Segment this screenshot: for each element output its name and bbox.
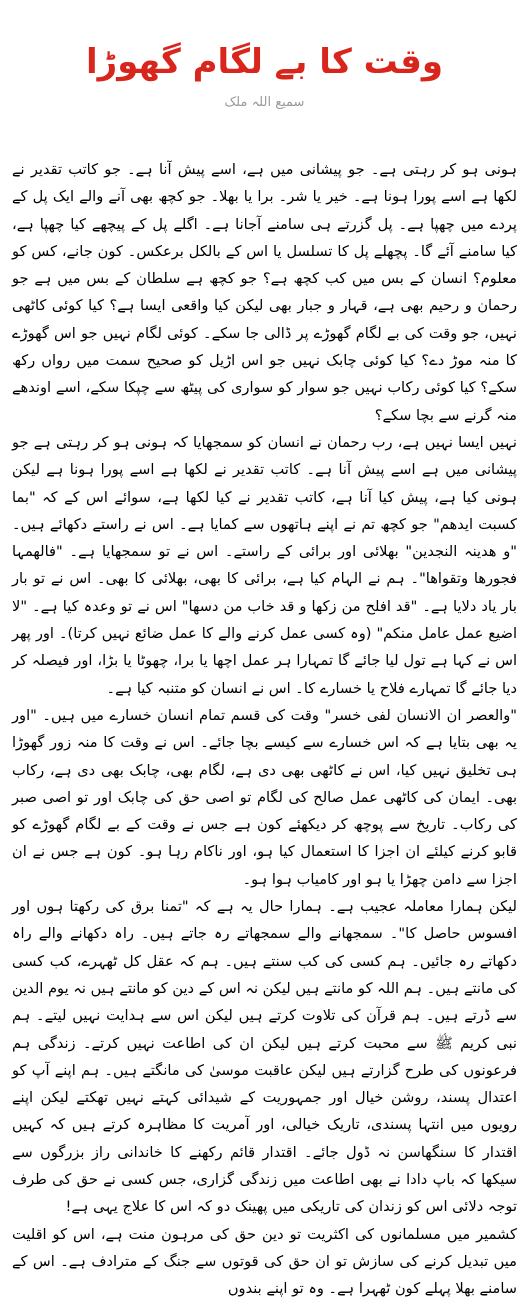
article-body bbox=[12, 156, 517, 1302]
paragraph: نہیں ایسا نہیں ہے، رب رحمان نے انسان کو سمجھایا کہ ہونی ہو کر رہتی ہے جو پیشانی میں ہے اسے پیش آنا ہے۔ کاتب تقدیر نے لکھا ہے اسے پورا ہونا ہے لیکن ہونی کیا ہے، پیش کیا آنا ہے، کاتب تقدیر نے کیا لکھا ہے، سوائے اس کے کہ "بما کسبت ایدھم" جو کچھ تم نے اپنے ہاتھوں سے کمایا ہے۔ اس نے راستے دکھائے ہیں۔ "و ھدینہ النجدین" بھلائی اور برائی کے راستے۔ اس نے تو سمجھایا ہے۔ "فالھمہا فجورھا وتقواھا"۔ ہم نے الہام کیا ہے، برائی کا بھی، بھلائی کا بھی۔ اس نے تو بار بار یاد دلایا ہے۔ "قد افلح من زکھا و قد خاب من دسھا" اس نے تو وعدہ کیا ہے۔ "لا اضیع عمل عامل منکم" (وہ کسی عمل کرنے والے کا عمل ضائع نہیں کرتا)۔ اور پھر اس نے کہا ہے تول لیا جائے گا تمہارا ہر عمل اچھا یا برا، چھوٹا یا بڑا، اور فیصلہ کر دیا جائے گا تمہارے فلاح یا خسارے کا۔ اس نے انسان کو متنبہ کیا ہے۔ bbox=[12, 433, 517, 697]
paragraph: کشمیر میں مسلمانوں کی اکثریت تو دین حق کی مرہون منت ہے، اس کو اقلیت میں تبدیل کرنے کی سازش تو ان حق کی قوتوں سے جنگ کے مترادف ہے۔ اس کے سامنے بھلا پہلے کون ٹھہرا ہے۔ وہ تو اپنے بندوں bbox=[12, 1225, 517, 1298]
paragraph: "والعصر ان الانسان لفی خسر" وقت کی قسم تمام انسان خسارے میں ہیں۔ "اور یہ بھی بتایا ہے کہ اس خسارے سے کیسے بچا جائے۔ اس نے وقت کا منہ زور گھوڑا ہی تخلیق نہیں کیا، اس نے کاٹھی بھی دی ہے، لگام بھی، چابک بھی دی ہے، رکاب بھی۔ ایمان کی کاٹھی عمل صالح کی لگام تو اصی حق کی چابک اور تو اصی صبر کی رکاب۔ تاریخ سے پوچھ کر دیکھئے کون ہے جس نے وقت کے بے لگام گھوڑے کو قابو کرنے کیلئے ان اجزا کا استعمال کیا ہو، اور ناکام رہا ہو۔ کون ہے جس نے ان اجزا سے دامن چھڑا یا ہو اور کامیاب ہوا ہو۔ bbox=[12, 706, 517, 888]
paragraph: ہونی ہو کر رہتی ہے۔ جو پیشانی میں ہے، اسے پیش آنا ہے۔ جو کاتب تقدیر نے لکھا ہے اسے پورا ہونا ہے۔ خیر یا شر۔ برا یا بھلا۔ جو کچھ بھی آنے والے ایک پل کے پردے میں چھپا ہے۔ پل گزرتے ہی سامنے آجانا ہے۔ اگلے پل کے پیچھے کیا چھپا ہے، کیا سامنے آئے گا۔ پچھلے پل کا تسلسل یا اس کے بالکل برعکس۔ کون جانے، کس کو معلوم؟ انسان کے بس میں کب کچھ ہے؟ جو کچھ ہے سلطان کے بس میں ہے جو رحمان و رحیم بھی ہے، قہار و جبار بھی لیکن کیا واقعی ایسا ہے؟ کیا کوئی کاٹھی نہیں، جو وقت کی بے لگام گھوڑے پر ڈالی جا سکے۔ کوئی لگام نہیں جو اس گھوڑے کا منہ موڑ دے؟ کیا کوئی چابک نہیں جو اس اڑیل کو صحیح سمت میں رواں رکھ سکے؟ کیا کوئی رکاب نہیں جو سوار کو سواری کی پیٹھ سے چپکا سکے، اسے اوندھے منہ گرنے سے بچا سکے؟ bbox=[12, 161, 517, 424]
paragraph: لیکن ہمارا معاملہ عجیب ہے۔ ہمارا حال یہ ہے کہ "تمنا برق کی رکھتا ہوں اور افسوس حاصل کا"۔ سمجھانے والے سمجھاتے رہ جاتے ہیں۔ راہ دکھانے والے راہ دکھاتے رہ جائیں۔ ہم کسی کی کب سنتے ہیں۔ ہم کہ عقل کل ٹھہرے، کب کسی کی مانتے ہیں۔ ہم اللہ کو مانتے ہیں لیکن نہ اس کے دین کو مانتے ہیں نہ یوم الدین سے ڈرتے ہیں۔ ہم قرآن کی تلاوت کرتے ہیں لیکن اس سے ہدایت نہیں لیتے۔ ہم نبی کریم ﷺ سے محبت کرتے ہیں لیکن ان کی اطاعت نہیں کرتے۔ زندگی ہم فرعونوں کی طرح گزارتے ہیں لیکن عاقبت موسیٰ کی مانگتے ہیں۔ ہم اپنے آپ کو اعتدال پسند، روشن خیال اور جمہوریت کے شیدائی کہتے نہیں تھکتے لیکن اپنے رویوں میں انتہا پسندی، تاریک خیالی، اور آمریت کا مظاہرہ کرتے ہیں کہ کہیں اقتدار کا سنگھاسن نہ ڈول جائے۔ اقتدار قائم رکھنے کا خاندانی راز بزرگوں سے سیکھا کہ باپ دادا نے بھی اطاعت میں زندگی گزاری، جس کسی نے حق کی طرف توجہ دلائی اس کو زندان کی تاریکی میں پھینک دو کہ اس کا علاج یہی ہے! bbox=[12, 898, 517, 1216]
author-name: سمیع اللہ ملک bbox=[224, 95, 305, 110]
article-title: وقت کا بے لگام گھوڑا bbox=[86, 42, 443, 82]
